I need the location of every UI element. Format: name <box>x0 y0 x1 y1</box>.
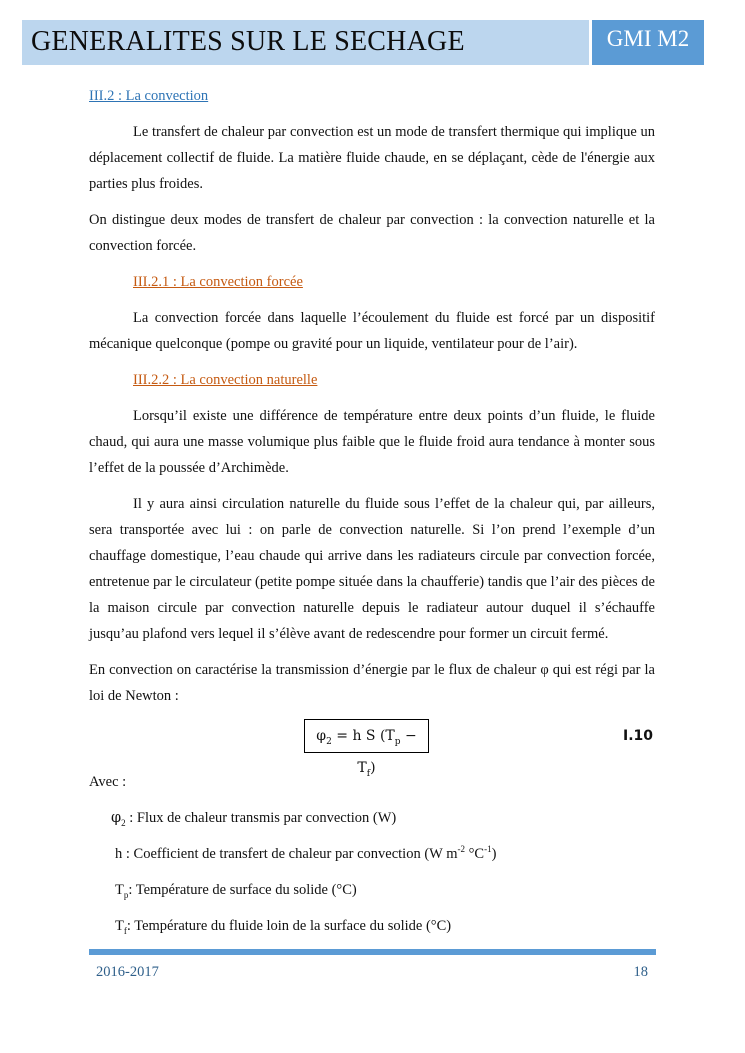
definition-h-text-mid: °C <box>465 846 485 862</box>
section-heading-convection: III.2 : La convection <box>89 88 209 104</box>
document-body <box>89 83 655 949</box>
definition-tp <box>115 877 655 903</box>
definition-phi-symbol: φ <box>111 810 122 826</box>
subsection-heading-natural: III.2.2 : La convection naturelle <box>133 372 318 388</box>
newton-equation <box>304 719 429 779</box>
equation-lhs-sub: 2 <box>326 736 332 747</box>
paragraph-forced: La convection forcée dans laquelle l’écoulement du fluide est forcé par un dispositif mécanique quelconque (pompe ou gravité pour un liquide, ventilateur pour de l’air). <box>89 310 655 352</box>
page-header-title: GENERALITES SUR LE SECHAGE <box>31 26 465 57</box>
equation-minus: − T <box>357 728 417 776</box>
footer-divider <box>89 949 656 955</box>
definition-phi <box>111 805 655 831</box>
paragraph-natural-1: Lorsqu’il existe une différence de température entre deux points d’un fluide, le fluide chaud, qui aura une masse volumique plus faible que le fluide froid aura tendance à monter sous l’effet de la poussée d’Archimède. <box>89 408 655 476</box>
equation-lhs: φ <box>316 728 327 744</box>
paragraph-newton-intro: En convection on caractérise la transmission d’énergie par le flux de chaleur φ qui est régi par la loi de Newton : <box>89 662 655 704</box>
equation-sub-p: p <box>394 736 401 747</box>
paragraph-natural-2: Il y aura ainsi circulation naturelle du fluide sous l’effet de la chaleur qui, par ailleurs, sera transportée avec lui : on parle de convection naturelle. Si l’on prend l’exemple d’un chauffage domestique, l’eau chaude qui arrive dans les radiateurs circule par convection forcée, entretenue par le circulateur (petite pompe située dans la chaufferie) tandis que l’air des pièces de la maison circule par convection naturelle depuis le radiateur autour duquel il s’échauffe jusqu’au plafond vers lequel il s’élève avant de redescendre pour former un circuit fermé. <box>89 496 655 642</box>
definition-tf-text: : Température du fluide loin de la surface du solide (°C) <box>126 918 452 934</box>
definition-tf-sub: f <box>123 925 127 936</box>
paragraph-intro: Le transfert de chaleur par convection est un mode de transfert thermique qui implique un déplacement collectif de fluide. La matière fluide chaude, en se déplaçant, cède de l'énergie aux parties plus froides. <box>89 124 655 192</box>
definition-h-sup2: -1 <box>484 844 492 855</box>
definition-h <box>115 841 655 867</box>
avec-label: Avec : <box>89 774 127 790</box>
equation-rhs-start: = h S (T <box>331 728 395 744</box>
subsection-heading-forced: III.2.1 : La convection forcée <box>133 274 303 290</box>
definition-tp-symbol: T <box>115 882 124 898</box>
definition-h-sup1: -2 <box>457 844 465 855</box>
footer-page-number: 18 <box>633 964 648 980</box>
paragraph-modes: On distingue deux modes de transfert de chaleur par convection : la convection naturelle et la convection forcée. <box>89 212 655 254</box>
definition-phi-sub: 2 <box>121 817 126 828</box>
definition-tf-symbol: T <box>115 918 124 934</box>
equation-sub-f: f <box>366 768 371 779</box>
definition-h-text-start: h : Coefficient de transfert de chaleur par convection (W m <box>115 846 458 862</box>
page-header-code: GMI M2 <box>606 26 690 51</box>
definition-h-text-end: ) <box>491 846 497 862</box>
footer-year: 2016-2017 <box>96 964 159 980</box>
equation-row <box>89 719 655 779</box>
definition-tf <box>115 913 655 939</box>
definition-tp-text: : Température de surface du solide (°C) <box>128 882 357 898</box>
definition-phi-text: : Flux de chaleur transmis par convection (W) <box>125 810 397 826</box>
equation-number: I.10 <box>622 728 653 744</box>
equation-rhs-end: ) <box>370 760 376 776</box>
definition-tp-sub: p <box>123 889 129 900</box>
